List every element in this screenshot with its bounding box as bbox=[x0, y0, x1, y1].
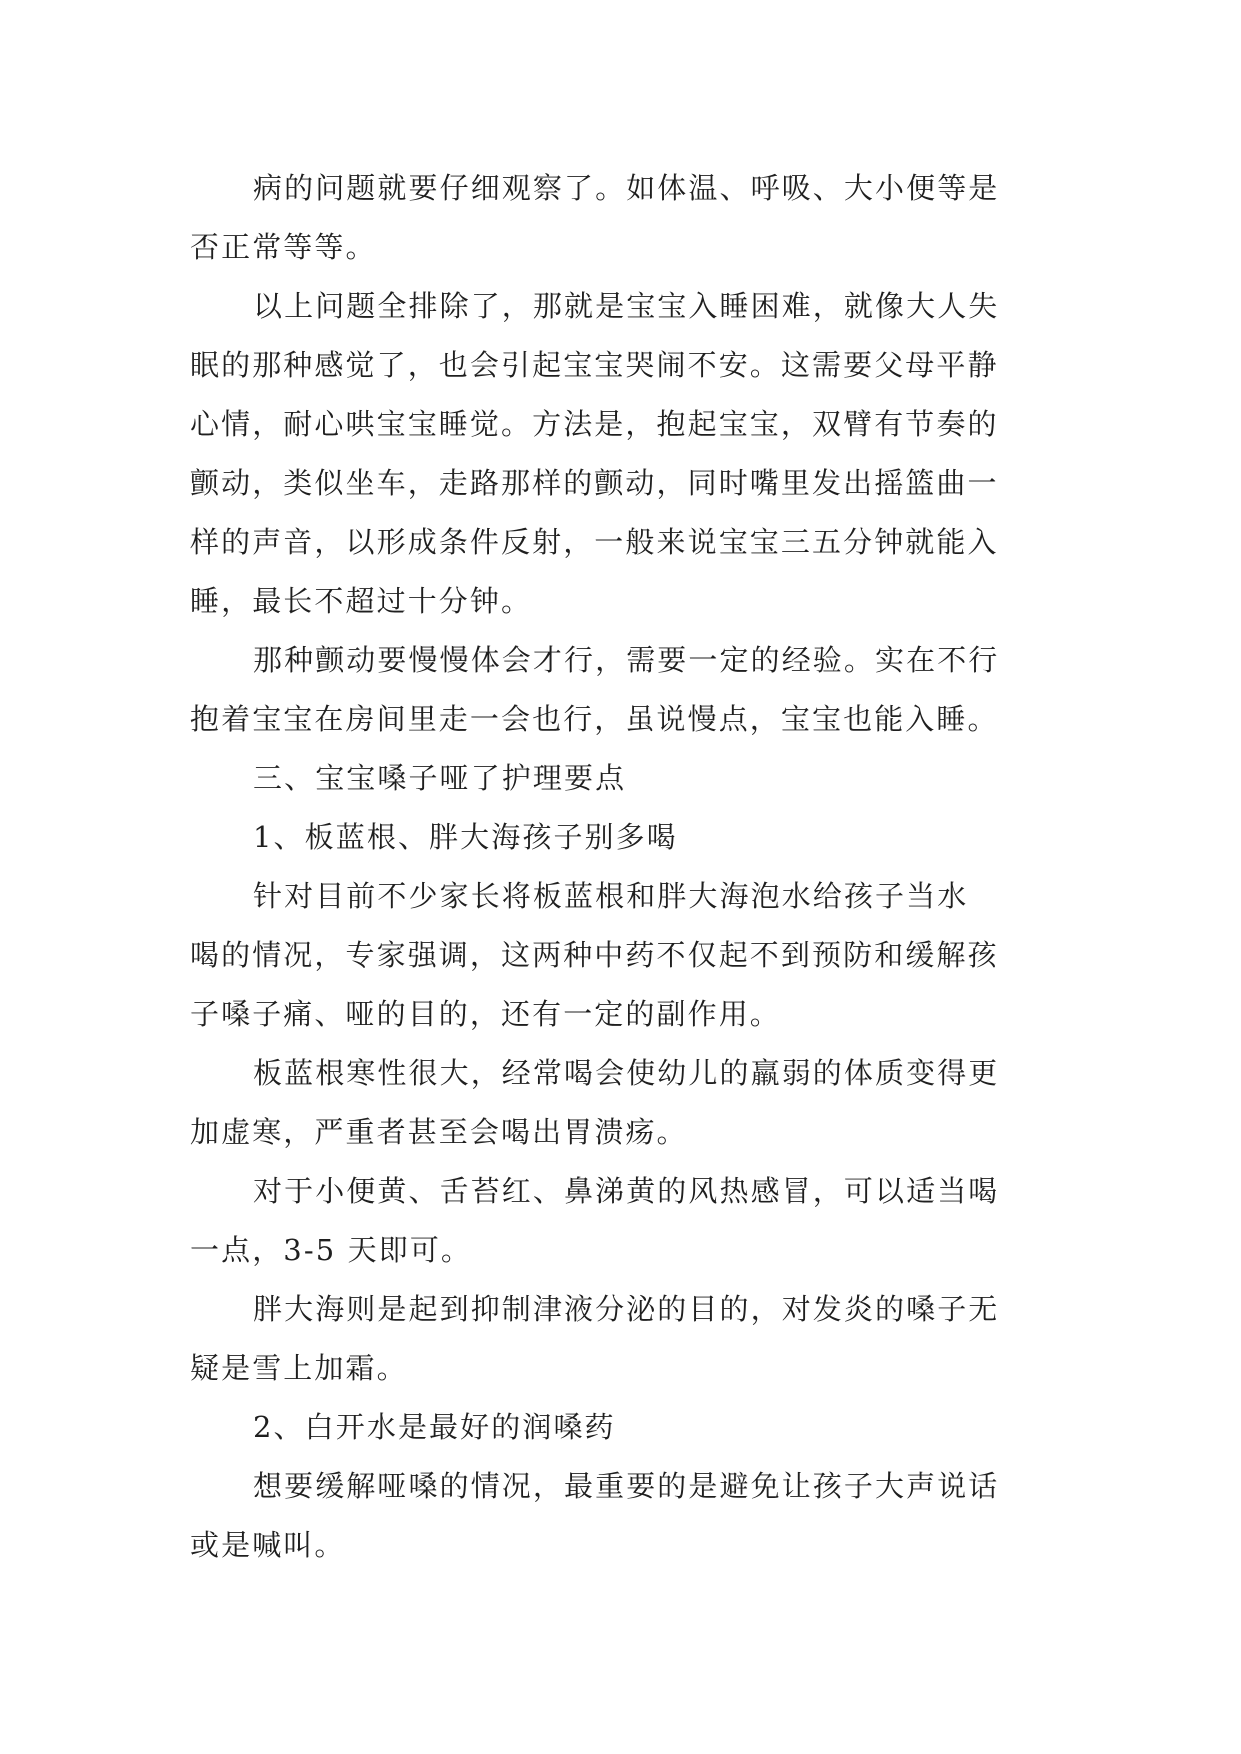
paragraph-line: 否正常等等。 bbox=[190, 230, 377, 264]
paragraph-first-line: 那种颤动要慢慢体会才行，需要一定的经验。实在不行 bbox=[253, 643, 1000, 677]
paragraph-first-line: 针对目前不少家长将板蓝根和胖大海泡水给孩子当水 bbox=[253, 879, 969, 913]
paragraph-line: 一点，3-5 天即可。 bbox=[190, 1233, 473, 1267]
paragraph-line: 颤动，类似坐车，走路那样的颤动，同时嘴里发出摇篮曲一 bbox=[190, 466, 999, 500]
paragraph-first-line: 三、宝宝嗓子哑了护理要点 bbox=[253, 761, 627, 795]
paragraph-first-line: 病的问题就要仔细观察了。如体温、呼吸、大小便等是 bbox=[253, 171, 1000, 205]
paragraph-line: 或是喊叫。 bbox=[190, 1528, 346, 1562]
paragraph-line: 睡，最长不超过十分钟。 bbox=[190, 584, 533, 618]
paragraph-first-line: 以上问题全排除了，那就是宝宝入睡困难，就像大人失 bbox=[253, 289, 1000, 323]
paragraph-line: 心情，耐心哄宝宝睡觉。方法是，抱起宝宝，双臂有节奏的 bbox=[190, 407, 999, 441]
paragraph-first-line: 2、白开水是最好的润嗓药 bbox=[253, 1410, 616, 1444]
paragraph-first-line: 胖大海则是起到抑制津液分泌的目的，对发炎的嗓子无 bbox=[253, 1292, 1000, 1326]
paragraph-first-line: 1、板蓝根、胖大海孩子别多喝 bbox=[253, 820, 678, 854]
paragraph-line: 加虚寒，严重者甚至会喝出胃溃疡。 bbox=[190, 1115, 688, 1149]
paragraph-line: 疑是雪上加霜。 bbox=[190, 1351, 408, 1385]
body-text bbox=[190, 159, 1060, 1575]
paragraph-first-line: 想要缓解哑嗓的情况，最重要的是避免让孩子大声说话 bbox=[253, 1469, 1000, 1503]
paragraph-line: 抱着宝宝在房间里走一会也行，虽说慢点，宝宝也能入睡。 bbox=[190, 702, 999, 736]
paragraph-line: 眠的那种感觉了，也会引起宝宝哭闹不安。这需要父母平静 bbox=[190, 348, 999, 382]
paragraph-line: 喝的情况，专家强调，这两种中药不仅起不到预防和缓解孩 bbox=[190, 938, 999, 972]
paragraph-line: 样的声音，以形成条件反射，一般来说宝宝三五分钟就能入 bbox=[190, 525, 999, 559]
paragraph-first-line: 对于小便黄、舌苔红、鼻涕黄的风热感冒，可以适当喝 bbox=[253, 1174, 1000, 1208]
paragraph-line: 子嗓子痛、哑的目的，还有一定的副作用。 bbox=[190, 997, 781, 1031]
paragraph-first-line: 板蓝根寒性很大，经常喝会使幼儿的羸弱的体质变得更 bbox=[253, 1056, 1000, 1090]
